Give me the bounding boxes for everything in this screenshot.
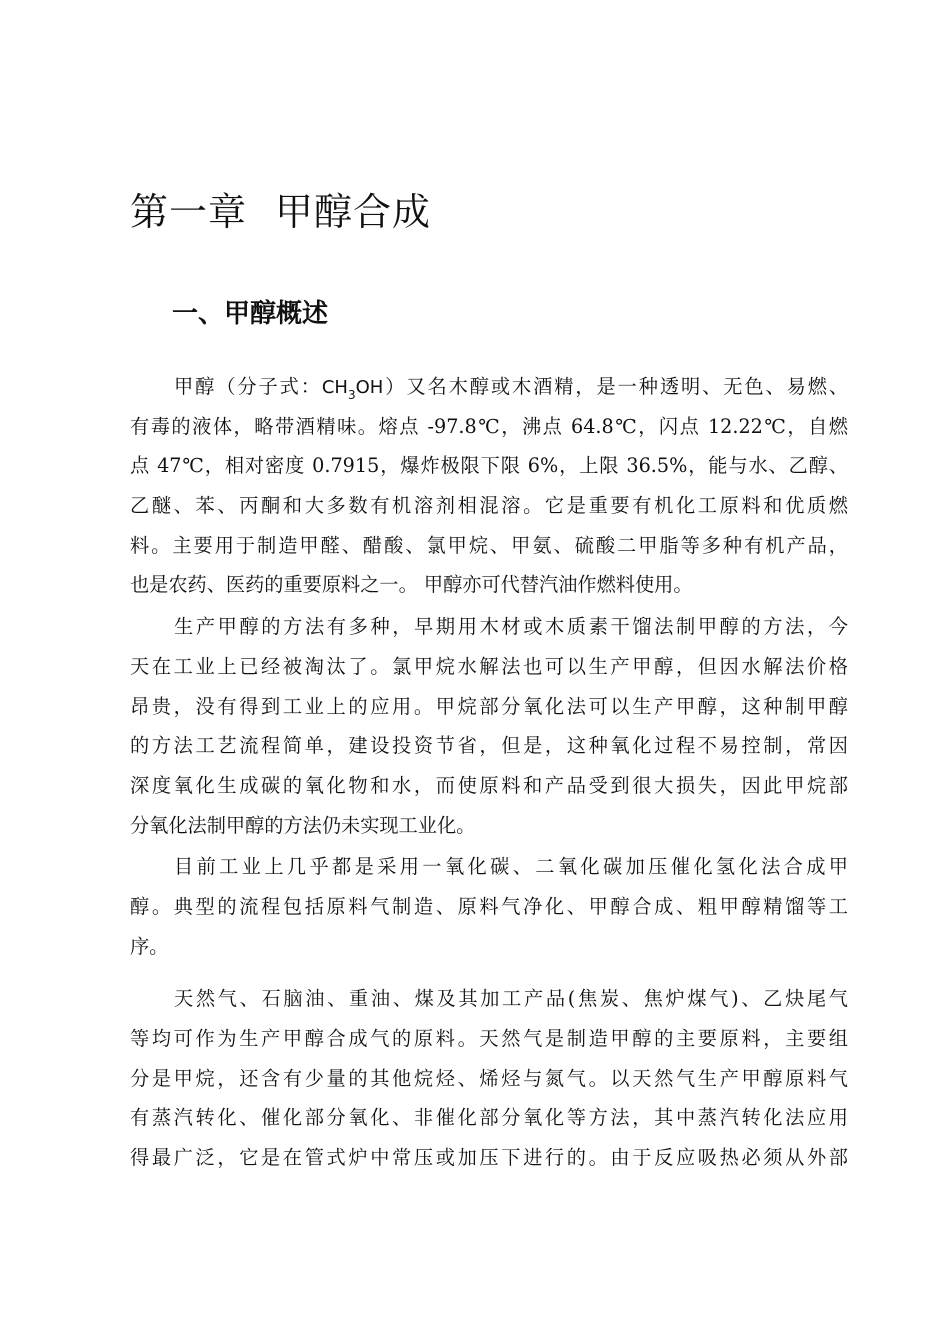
body-text <box>130 367 848 1180</box>
formula-suffix-text: ）又名木醇或木酒精，是一种透明、无色、易燃、 <box>383 375 848 398</box>
paragraph-line: 醇。典型的流程包括原料气制造、原料气净化、甲醇合成、粗甲醇精馏等工 <box>130 894 848 918</box>
paragraph-line: 得最广泛，它是在管式炉中常压或加压下进行的。由于反应吸热必须从外部 <box>130 1146 848 1170</box>
paragraph-3 <box>130 847 848 966</box>
chapter-title <box>130 186 431 238</box>
paragraph-line: 有蒸汽转化、催化部分氧化、非催化部分氧化等方法，其中蒸汽转化法应用 <box>130 1106 848 1130</box>
paragraph-line: 序。 <box>130 934 169 958</box>
paragraph-2 <box>130 607 848 845</box>
paragraph-line: 分氧化法制甲醇的方法仍未实现工业化。 <box>130 813 476 837</box>
paragraph-line: 天然气、石脑油、重油、煤及其加工产品(焦炭、焦炉煤气)、乙炔尾气 <box>174 987 848 1011</box>
paragraph-line: 昂贵，没有得到工业上的应用。甲烷部分氧化法可以生产甲醇，这种制甲醇 <box>130 694 848 718</box>
paragraph-line: 也是农药、医药的重要原料之一。 甲醇亦可代替汽油作燃料使用。 <box>130 573 693 597</box>
paragraph-4 <box>130 979 848 1177</box>
paragraph-1 <box>130 367 848 605</box>
paragraph-line: 天在工业上已经被淘汰了。氯甲烷水解法也可以生产甲醇，但因水解法价格 <box>130 654 848 678</box>
chapter-name: 甲醇合成 <box>275 190 432 234</box>
formula-subscript: 3 <box>347 388 356 402</box>
section-heading: 一、甲醇概述 <box>172 299 329 329</box>
paragraph-line: 有毒的液体，略带酒精味。熔点 -97.8℃，沸点 64.8℃，闪点 12.22℃，自燃 <box>130 414 848 438</box>
paragraph-line: 等均可作为生产甲醇合成气的原料。天然气是制造甲醇的主要原料，主要组 <box>130 1027 848 1050</box>
paragraph-line: 分是甲烷，还含有少量的其他烷烃、烯烃与氮气。以天然气生产甲醇原料气 <box>130 1066 848 1090</box>
paragraph-line: 深度氧化生成碳的氧化物和水，而使原料和产品受到很大损失，因此甲烷部 <box>130 773 848 797</box>
chapter-number: 第一章 <box>130 190 248 234</box>
paragraph-line: 生产甲醇的方法有多种，早期用木材或木质素干馏法制甲醇的方法，今 <box>174 615 848 639</box>
paragraph-line: 乙醚、苯、丙酮和大多数有机溶剂相混溶。它是重要有机化工原料和优质燃 <box>130 494 848 518</box>
formula-oh: OH <box>355 377 384 398</box>
paragraph-line: 料。主要用于制造甲醛、醋酸、氯甲烷、甲氨、硫酸二甲脂等多种有机产品， <box>130 533 848 557</box>
paragraph-line <box>130 367 848 407</box>
formula-prefix-text: 甲醇（分子式： <box>174 375 322 398</box>
formula-ch: CH <box>321 377 348 398</box>
paragraph-line: 点 47℃，相对密度 0.7915，爆炸极限下限 6%，上限 36.5%，能与水、乙醇、 <box>130 454 848 478</box>
paragraph-line: 目前工业上几乎都是采用一氧化碳、二氧化碳加压催化氢化法合成甲 <box>174 855 848 879</box>
paragraph-line: 的方法工艺流程简单，建设投资节省，但是，这种氧化过程不易控制，常因 <box>130 734 848 758</box>
